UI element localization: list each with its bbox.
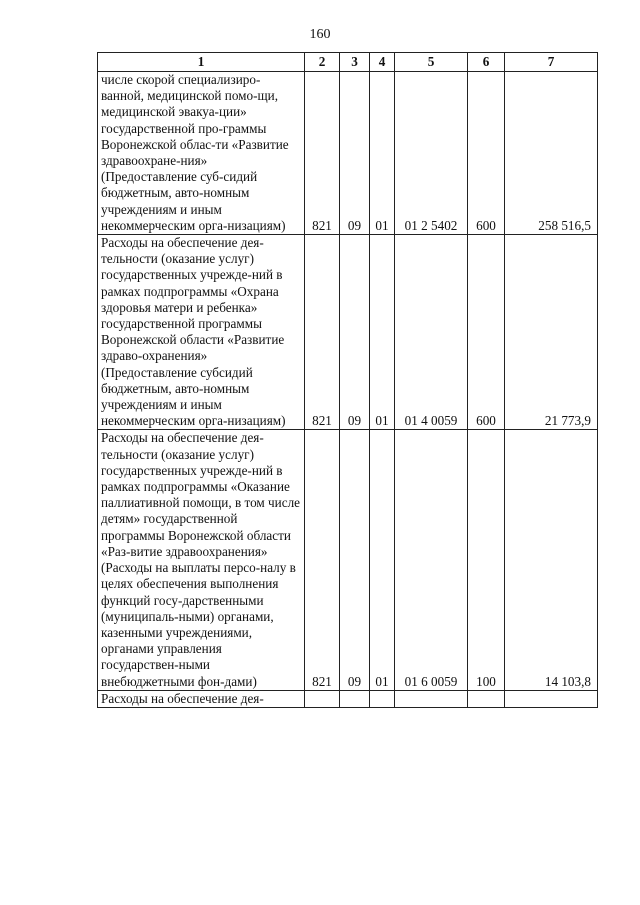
row-name: числе скорой специализиро-ванной, медицинской помо-щи, медицинской эвакуа-ции» государственной про-граммы Воронежской облас-ти «Развитие здравоохране-ния» (Предоставление суб-сидий бюджетным, авто-номным учреждениям и иным некоммерческим орга-низациям) bbox=[98, 72, 305, 235]
table-row bbox=[98, 430, 598, 690]
col-header-3: 3 bbox=[340, 53, 370, 72]
col-header-1: 1 bbox=[98, 53, 305, 72]
table-row bbox=[98, 72, 598, 235]
row-subsection-code: 01 bbox=[370, 430, 395, 690]
row-target-code: 01 4 0059 bbox=[395, 235, 468, 430]
row-expense-type: 600 bbox=[468, 235, 505, 430]
row-target-code: 01 2 5402 bbox=[395, 72, 468, 235]
row-section-code: 09 bbox=[340, 430, 370, 690]
row-name: Расходы на обеспечение дея-тельности (оказание услуг) государственных учрежде-ний в рамках подпрограммы «Оказание паллиативной помощи, в том числе детям» государственной программы Воронежской области «Раз-витие здравоохранения» (Расходы на выплаты персо-налу в целях обеспечения выполнения функций госу-дарственными (муниципаль-ными) органами, казенными учреждениями, органами управления государствен-ными внебюджетными фон-дами) bbox=[98, 430, 305, 690]
col-header-2: 2 bbox=[305, 53, 340, 72]
row-amount: 14 103,8 bbox=[505, 430, 598, 690]
col-header-5: 5 bbox=[395, 53, 468, 72]
table-row-partial bbox=[98, 690, 598, 707]
row-amount: 258 516,5 bbox=[505, 72, 598, 235]
col-header-6: 6 bbox=[468, 53, 505, 72]
col-header-7: 7 bbox=[505, 53, 598, 72]
row-section-code: 09 bbox=[340, 72, 370, 235]
empty-cell bbox=[305, 690, 340, 707]
col-header-4: 4 bbox=[370, 53, 395, 72]
empty-cell bbox=[395, 690, 468, 707]
row-ministry-code: 821 bbox=[305, 235, 340, 430]
row-amount: 21 773,9 bbox=[505, 235, 598, 430]
row-expense-type: 100 bbox=[468, 430, 505, 690]
row-subsection-code: 01 bbox=[370, 72, 395, 235]
row-section-code: 09 bbox=[340, 235, 370, 430]
row-ministry-code: 821 bbox=[305, 430, 340, 690]
row-subsection-code: 01 bbox=[370, 235, 395, 430]
empty-cell bbox=[468, 690, 505, 707]
empty-cell bbox=[340, 690, 370, 707]
row-ministry-code: 821 bbox=[305, 72, 340, 235]
row-name: Расходы на обеспечение дея- bbox=[98, 690, 305, 707]
row-target-code: 01 6 0059 bbox=[395, 430, 468, 690]
empty-cell bbox=[505, 690, 598, 707]
empty-cell bbox=[370, 690, 395, 707]
header-row bbox=[98, 53, 598, 72]
table-row bbox=[98, 235, 598, 430]
row-expense-type: 600 bbox=[468, 72, 505, 235]
budget-table bbox=[97, 52, 598, 708]
page-number: 160 bbox=[309, 27, 331, 42]
row-name: Расходы на обеспечение дея-тельности (оказание услуг) государственных учрежде-ний в рамках подпрограммы «Охрана здоровья матери и ребенка» государственной программы Воронежской области «Развитие здраво-охранения» (Предоставление субсидий бюджетным, авто-номным учреждениям и иным некоммерческим орга-низациям) bbox=[98, 235, 305, 430]
